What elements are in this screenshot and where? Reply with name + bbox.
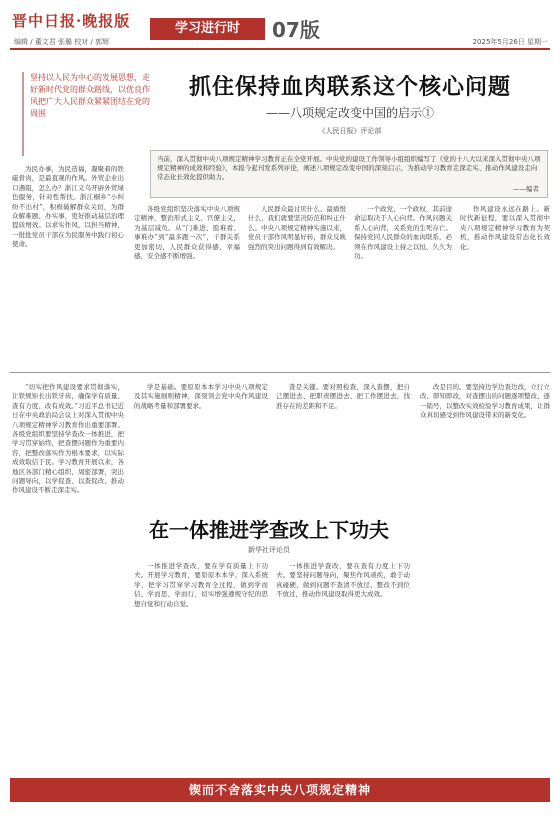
- article1-column-3: [248, 205, 346, 365]
- article1-paragraph: 为民办事，为民造福，凝聚着的铁磁骨肉，是最直观的作风。外贸企业出口遇阻，怎么办？浙江义乌开辟外贸绿色服务，针对性帮扶。浙江桐乡“小纠纷不出村”，积极破解群众关切，为群众解难题、办实事，更好推动基层治理提质增效。以求实作风，以担当精神，一批批党员干部在为民服务中践行初心使命。: [12, 165, 124, 249]
- article2-column-1: [12, 383, 124, 765]
- article1-column-4: [354, 205, 452, 365]
- article1-subhead: ——八项规定改变中国的启示①: [265, 106, 434, 120]
- newspaper-logo: 晋中日报·晚报版: [12, 12, 131, 30]
- editor-note-text: 当前，深入贯彻中央八项规定精神学习教育正在全党开展。中央党的建设工作领导小组组织编写了《党的十八大以来深入贯彻中央八项规定精神的成效和经验》，本报今起刊发系列评论，阐述八项规定改变中国的深刻启示，为推动学习教育走深走实、推动作风建设走向常态化长效化提供助力。: [157, 155, 541, 181]
- footer-slogan-banner: 锲而不舍落实中央八项规定精神: [10, 778, 550, 802]
- masthead-divider: [10, 48, 550, 50]
- editor-credits: 编辑 / 董文君 张璐 校对 / 郭辉: [14, 38, 110, 46]
- page-number: 07版: [272, 18, 320, 42]
- section-title: 学习进行时: [150, 18, 265, 40]
- article2-column-4: [420, 383, 550, 765]
- article2-column-2: [134, 383, 268, 503]
- article2-paragraph: 改是目的。要坚持边学边查边改，立行立改、即知即改，对查摆出的问题逐项整改、逐一销号，以整改实效检验学习教育成果，让群众真切感受到作风建设带来的新变化。: [420, 383, 550, 420]
- article1-paragraph: 作风建设永远在路上。新时代新征程，要以深入贯彻中央八项规定精神学习教育为契机，推动作风建设常态化长效化。: [460, 205, 550, 251]
- article2-column-3: [276, 383, 410, 503]
- article1-column-1: [12, 165, 124, 365]
- article2-paragraph: 学是基础。要原原本本学习中央八项规定及其实施细则精神，深刻领会党中央作风建设的战略考量和部署要求。: [134, 383, 268, 410]
- issue-date: 2025年5月26日 星期一: [472, 38, 548, 46]
- article2-paragraph: “切实把作风建设要求贯彻落实，让铁规矩长出铁牙齿，确保学有质量、查有力度、改有成效。”习近平总书记近日在中央政治局会议上对深入贯彻中央八项规定精神学习教育作出重要部署。各级党组织要坚持学查改一体推进，把学习贯穿始终，把查摆问题作为重要内容，把整改落实作为根本要求，以实际成效取信于民。学习教育开展以来，各地区各部门精心组织、周密部署，突出问题导向，以学促查、以查促改，推动作风建设不断走深走实。: [12, 383, 124, 495]
- article2-paragraph: 一体推进学查改，要在学有质量上下功夫。开展学习教育，要原原本本学、深入系统学，把学习贯穿学习教育全过程，做到学而信、学而思、学而行，切实增强遵规守纪的思想自觉和行动自觉。: [134, 562, 268, 608]
- article-divider: [10, 372, 550, 373]
- article1-paragraph: 各级党组织坚决落实中央八项规定精神，整治形式主义、官僚主义，为基层减负。从“门难进、脸难看、事难办”到“最多跑一次”，干群关系更加密切，人民群众获得感、幸福感、安全感不断增强。: [134, 205, 240, 261]
- article2-headline: 在一体推进学查改上下功夫: [149, 518, 389, 542]
- article1-paragraph: 人民群众最讨厌什么、最痛恨什么，我们就要坚决防范和纠正什么。中央八项规定精神实施以来，党员干部作风明显好转，群众反映强烈的突出问题得到有效解决。: [248, 205, 346, 251]
- pull-quote: [22, 72, 150, 156]
- article2-column-5: [134, 562, 268, 766]
- pull-quote-text: 坚持以人民为中心的发展思想，走好新时代党的群众路线，以优良作风把广大人民群众紧紧团结在党的周围: [30, 73, 150, 118]
- article1-column-5: [460, 205, 550, 365]
- article1-column-2: [134, 205, 240, 365]
- editor-note-box: [150, 150, 548, 198]
- article1-headline: 抓住保持血肉联系这个核心问题: [188, 74, 511, 100]
- article2-byline: 新华社评论员: [248, 546, 290, 554]
- article1-paragraph: 一个政党、一个政权，其前途命运取决于人心向背。作风问题关系人心向背，关系党的生死存亡。保持党同人民群众的血肉联系，必须在作风建设上持之以恒、久久为功。: [354, 205, 452, 261]
- article1-byline: 《人民日报》评论部: [318, 127, 382, 135]
- editor-note-signature: ——编者: [513, 185, 539, 193]
- article2-paragraph: 查是关键。要对照检查、深入查摆，把自己摆进去、把职责摆进去、把工作摆进去，找准存在的差距和不足。: [276, 383, 410, 410]
- article2-column-6: [276, 562, 410, 766]
- article2-paragraph: 一体推进学查改，要在查有力度上下功夫。要坚持问题导向，聚焦作风顽疾，敢于动真碰硬，做到问题不查清不放过、整改不到位不放过，推动作风建设取得更大成效。: [276, 562, 410, 599]
